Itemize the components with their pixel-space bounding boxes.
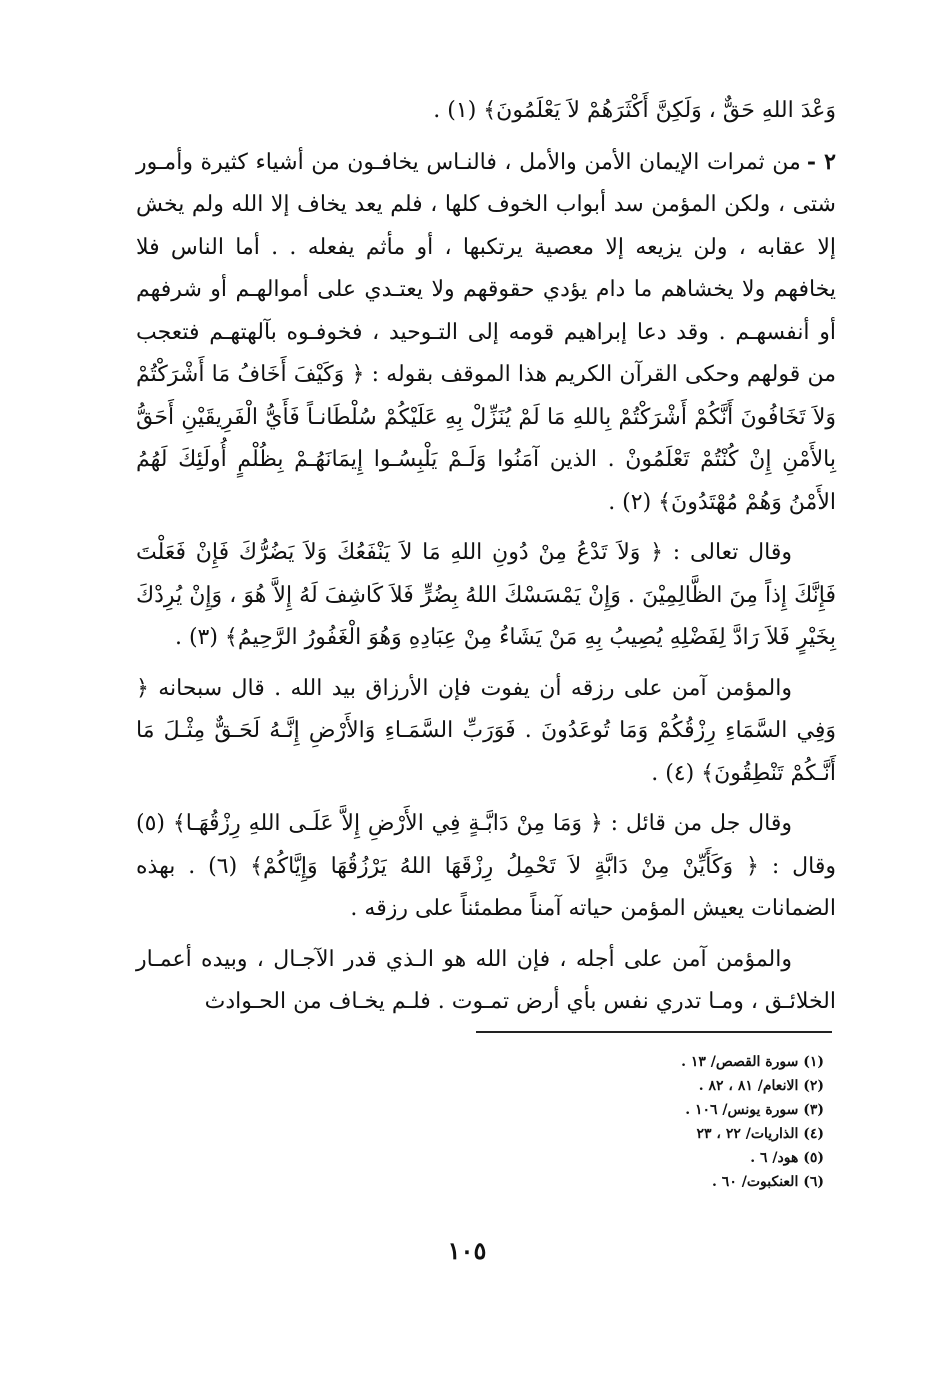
paragraph-lifespan: والمؤمن آمن على أجله ، فإن الله هو الـذي قدر الآجـال ، وبيده أعمـار الخلائـق ، ومـا تدري نفس بأي أرض تمـوت . فلـم يخـاف من الحـوادث [136,946,836,1014]
footnote-item: (١) سورة القصص/ ١٣ . [681,1054,824,1070]
item-number: ٢ - [806,148,836,175]
footnote-item: (٤) الذاريات/ ٢٢ ، ٢٣ [696,1126,824,1142]
footnote-item: (٣) سورة يونس/ ١٠٦ . [685,1102,824,1118]
paragraph-point-2 [136,141,836,525]
footnote-item: (٦) العنكبوت/ ٦٠ . [712,1174,824,1190]
paragraph-point-2-text: من ثمرات الإيمان الأمن والأمل ، فالنـاس يخافـون من أشياء كثيرة وأمـور شتى ، ولكن المؤمن سد أبواب الخوف كلها ، فلم يعد يخاف إلا الله ولم يخش إلا عقابه ، ولن يزيعه إلا معصية يرتكبها ، أو مأثم يفعله . . أما الناس فلا يخافهم ولا يخشاهم ما دام يؤدي حقوقهم ولا يعتـدي على أموالهـم أو شرفهم أو أنفسهـم . وقد دعا إبراهيم قومه إلى التـوحيد ، فخوفـوه بآلهتهـم فتعجب من قولهم وحكى القرآن الكريم هذا الموقف بقوله : ﴿ وَكَيْفَ أَخَافُ مَا أَشْرَكْتُمْ وَلاَ تَخَافُونَ أَنَّكُمْ أَشْرَكْتُمْ بِاللهِ مَا لَمْ يُنَزِّلْ بِهِ عَلَيْكُمْ سُلْطَانـاً فَأَيُّ الْفَرِيقَيْنِ أَحَقُّ بِالأَمْنِ إِنْ كُنْتُمْ تَعْلَمُونْ . الذين آمَنُوا وَلَـمْ يَلْبِسُـوا إِيمَانَهُـمْ بِظُلْمٍ أُولَئِكَ لَهُمُ الأَمْنُ وَهُمْ مُهْتَدُونَ﴾ (٢) . [136,149,836,515]
footnote-item: (٥) هود/ ٦ . [750,1150,824,1166]
paragraph-verse-continuation: وَعْدَ اللهِ حَقٌّ ، وَلَكِنَّ أَكْثَرَهُمْ لاَ يَعْلَمُونَ﴾ (١) . [433,98,836,123]
footnote-divider [476,1031,832,1033]
paragraph-guarantees: وقال جل من قائل : ﴿ وَمَا مِنْ دَابَّـةٍ فِي الأَرْضِ إِلاَّ عَلَـى اللهِ رِزْقُهَـا﴾ (٥) وقال : ﴿ وَكَأَيِّنْ مِنْ دَابَّةٍ لاَ تَحْمِلُ رِزْقَهَا اللهُ يَرْزُقُهَا وَإِيَّاكُمْ﴾ (٦) . بهذه الضمانات يعيش المؤمن حياته آمناً مطمئناً على رزقه . [136,811,836,921]
main-text [136,90,836,1032]
page-number: ١٠٥ [447,1236,487,1265]
footnotes [524,1050,824,1194]
footnote-item: (٢) الانعام/ ٨١ ، ٨٢ . [698,1078,824,1094]
paragraph-quote-tala: وقال تعالى : ﴿ وَلاَ تَدْعُ مِنْ دُونِ اللهِ مَا لاَ يَنْفَعُكَ وَلاَ يَضُرُّكَ فَإِنْ فَعَلْتَ فَإِنَّكَ إِذاً مِنَ الظَّالِمِيْنَ . وَإِنْ يَمْسَسْكَ اللهُ بِضُرٍّ فَلاَ كَاشِفَ لَهُ إِلاَّ هُوَ ، وَإِنْ يُرِدْكَ بِخَيْرٍ فَلاَ رَادَّ لِفَضْلِهِ يُصِيبُ بِهِ مَنْ يَشَاءُ مِنْ عِبَادِهِ وَهُوَ الْغَفُورُ الرَّحِيمُ﴾ (٣) . [136,540,836,650]
paragraph-sustenance: والمؤمن آمن على رزقه أن يفوت فإن الأرزاق بيد الله . قال سبحانه ﴿ وَفِي السَّمَاءِ رِزْقُكُمْ وَمَا تُوعَدُونَ . فَوَرَبِّ السَّمَـاءِ وَالأَرْضِ إِنَّـهُ لَحَـقٌّ مِثْـلَ مَا أَنَّـكُمْ تَنْطِقُونَ﴾ (٤) . [136,675,836,786]
